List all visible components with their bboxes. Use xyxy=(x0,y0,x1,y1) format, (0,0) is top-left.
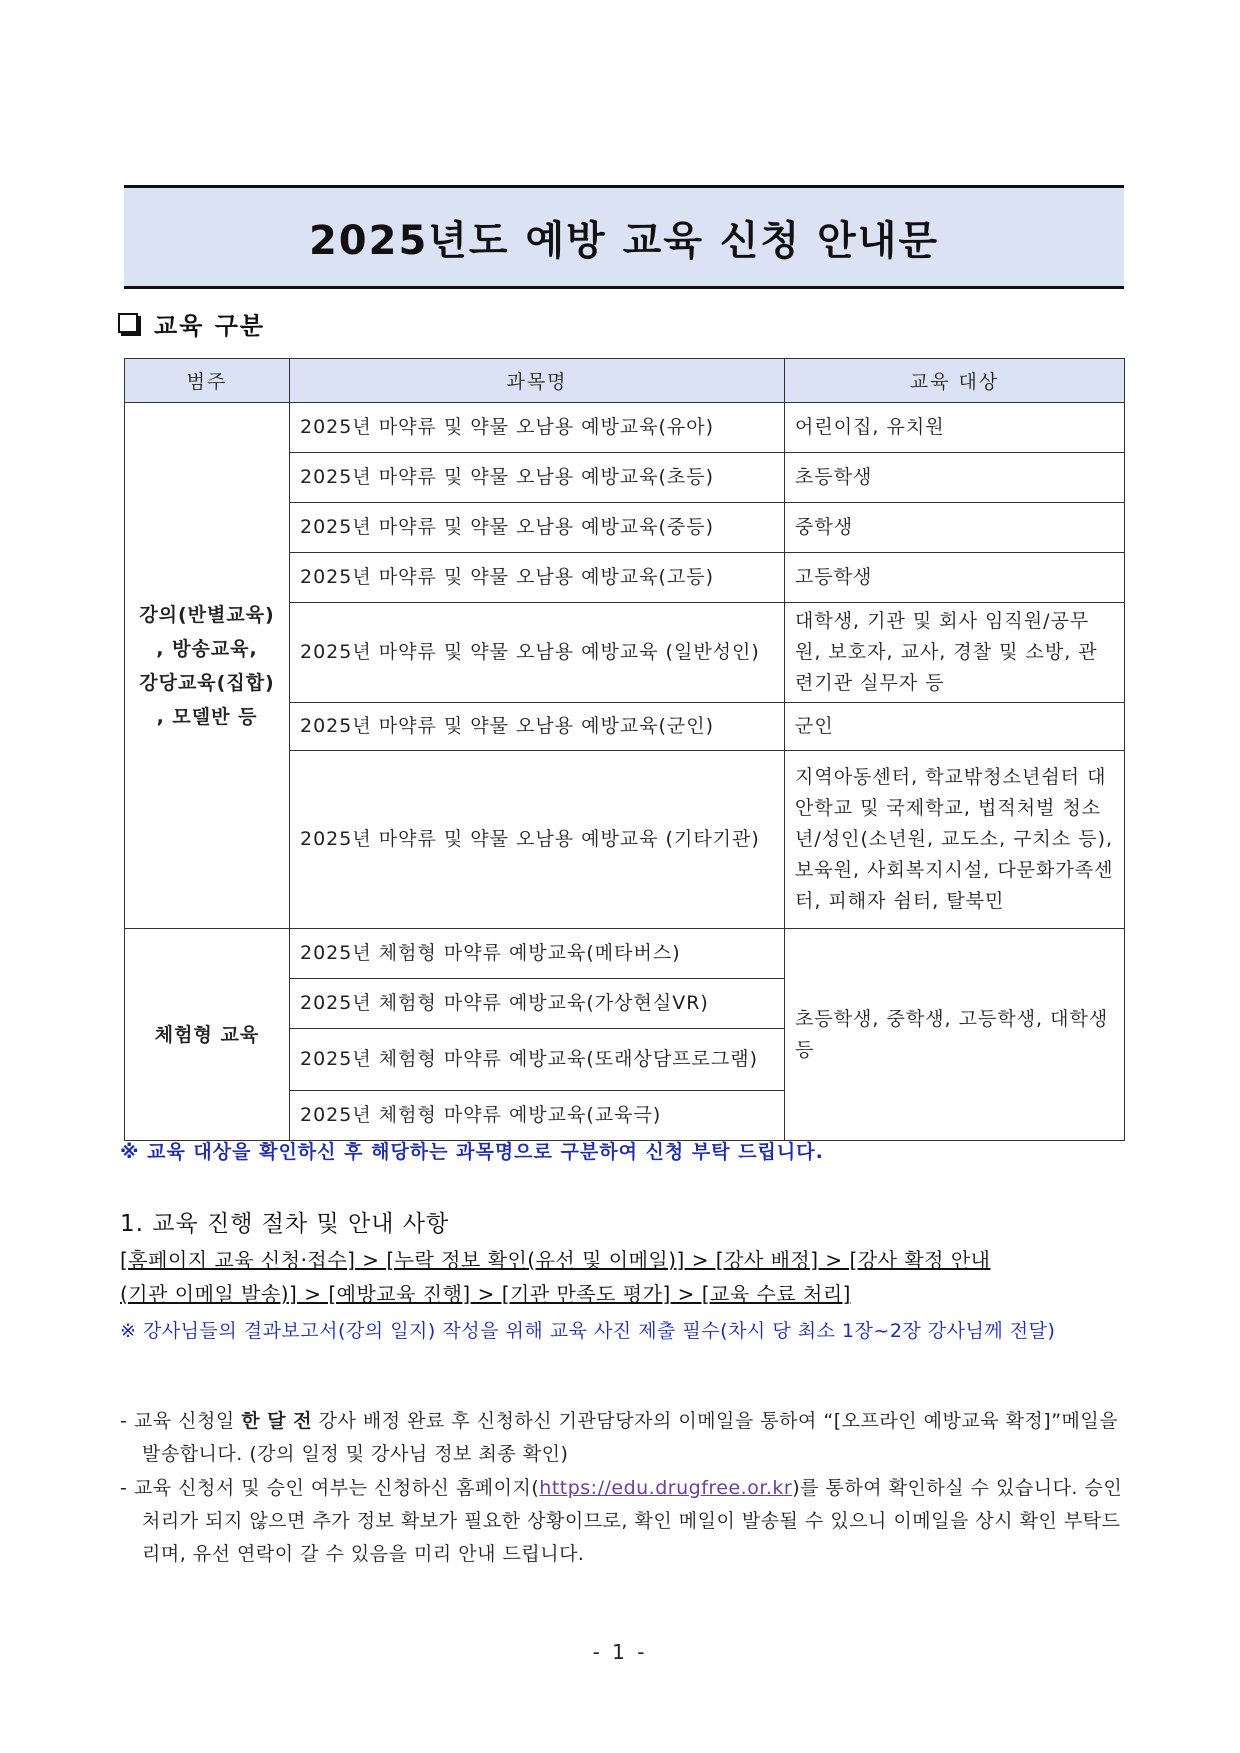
subject-cell: 2025년 마약류 및 약물 오남용 예방교육(군인) xyxy=(290,703,785,751)
target-cell: 어린이집, 유치원 xyxy=(785,403,1125,453)
education-category-table xyxy=(124,358,1125,1141)
header-subject: 과목명 xyxy=(290,359,785,403)
subject-cell: 2025년 마약류 및 약물 오남용 예방교육(유아) xyxy=(290,403,785,453)
table-header-row xyxy=(125,359,1125,403)
procedure-title: 1. 교육 진행 절차 및 안내 사항 xyxy=(120,1211,450,1237)
subject-cell: 2025년 체험형 마약류 예방교육(교육극) xyxy=(290,1091,785,1141)
category-cell-experiential: 체험형 교육 xyxy=(125,929,290,1141)
target-cell: 초등학생, 중학생, 고등학생, 대학생 등 xyxy=(785,929,1125,1141)
header-target: 교육 대상 xyxy=(785,359,1125,403)
table-row xyxy=(125,929,1125,979)
target-cell: 대학생, 기관 및 회사 임직원/공무원, 보호자, 교사, 경찰 및 소방, 관련기관 실무자 등 xyxy=(785,603,1125,703)
subject-cell: 2025년 체험형 마약류 예방교육(가상현실VR) xyxy=(290,979,785,1029)
category-cell-lecture xyxy=(125,403,290,929)
target-cell: 고등학생 xyxy=(785,553,1125,603)
section-heading-label: 교육 구분 xyxy=(154,311,266,340)
header-category: 범주 xyxy=(125,359,290,403)
target-cell: 중학생 xyxy=(785,503,1125,553)
bullet-confirmation-email xyxy=(120,1405,1125,1471)
subject-cell: 2025년 마약류 및 약물 오남용 예방교육(고등) xyxy=(290,553,785,603)
homepage-link[interactable]: https://edu.drugfree.or.kr xyxy=(539,1477,793,1499)
target-cell: 초등학생 xyxy=(785,453,1125,503)
bullet-emphasis: 한 달 전 xyxy=(241,1410,313,1432)
photo-submission-note: ※ 강사님들의 결과보고서(강의 일지) 작성을 위해 교육 사진 제출 필수(차시 당 최소 1장~2장 강사님께 전달) xyxy=(120,1320,1056,1342)
target-cell: 군인 xyxy=(785,703,1125,751)
page-title: 2025년도 예방 교육 신청 안내문 xyxy=(308,217,940,264)
category-line: , 방송교육, xyxy=(156,637,258,660)
category-line: 강의(반별교육) xyxy=(139,603,275,626)
subject-cell: 2025년 마약류 및 약물 오남용 예방교육 (기타기관) xyxy=(290,751,785,929)
section-heading xyxy=(118,306,265,340)
table-row xyxy=(125,403,1125,453)
subject-cell: 2025년 체험형 마약류 예방교육(메타버스) xyxy=(290,929,785,979)
bullet-text: - 교육 신청일 xyxy=(120,1410,242,1432)
checkbox-square-icon xyxy=(118,313,138,333)
page-number: - 1 - xyxy=(592,1640,648,1664)
procedure-line: (기관 이메일 발송)] > [예방교육 진행] > [기관 만족도 평가] > [교육 수료 처리] xyxy=(120,1282,851,1306)
subject-cell: 2025년 마약류 및 약물 오남용 예방교육(중등) xyxy=(290,503,785,553)
title-banner xyxy=(124,185,1124,289)
procedure-line: [홈페이지 교육 신청·접수] > [누락 정보 확인(유선 및 이메일)] > [강사 배정] > [강사 확정 안내 xyxy=(120,1248,991,1272)
subject-cell: 2025년 마약류 및 약물 오남용 예방교육 (일반성인) xyxy=(290,603,785,703)
bullet-application-status xyxy=(120,1472,1125,1571)
bullet-text: - 교육 신청서 및 승인 여부는 신청하신 홈페이지( xyxy=(120,1477,540,1499)
bullet-text: 강사 배정 완료 후 신청하신 기관담당자의 이메일을 통하여 “[오프라인 예방교육 확정]”메일을 발송합니다. (강의 일정 및 강사님 정보 최종 확인) xyxy=(142,1410,1119,1465)
category-line: 강당교육(집합) xyxy=(139,671,275,694)
bullet-text: )를 통하여 확인하실 수 있습니다. 승인처리가 되지 않으면 추가 정보 확보가 필요한 상황이므로, 확인 메일이 발송될 수 있으니 이메일을 상시 확인 부탁드리며, 유선 연락이 갈 수 있음을 미리 안내 드립니다. xyxy=(142,1477,1123,1565)
target-cell: 지역아동센터, 학교밖청소년쉼터 대안학교 및 국제학교, 법적처벌 청소년/성인(소년원, 교도소, 구치소 등), 보육원, 사회복지시설, 다문화가족센터, 피해자 쉼터, 탈북민 xyxy=(785,751,1125,929)
subject-cell: 2025년 체험형 마약류 예방교육(또래상담프로그램) xyxy=(290,1029,785,1091)
category-line: , 모델반 등 xyxy=(156,705,258,728)
procedure-steps xyxy=(120,1243,1125,1311)
table-notice: ※ 교육 대상을 확인하신 후 해당하는 과목명으로 구분하여 신청 부탁 드립니다. xyxy=(120,1141,824,1163)
subject-cell: 2025년 마약류 및 약물 오남용 예방교육(초등) xyxy=(290,453,785,503)
